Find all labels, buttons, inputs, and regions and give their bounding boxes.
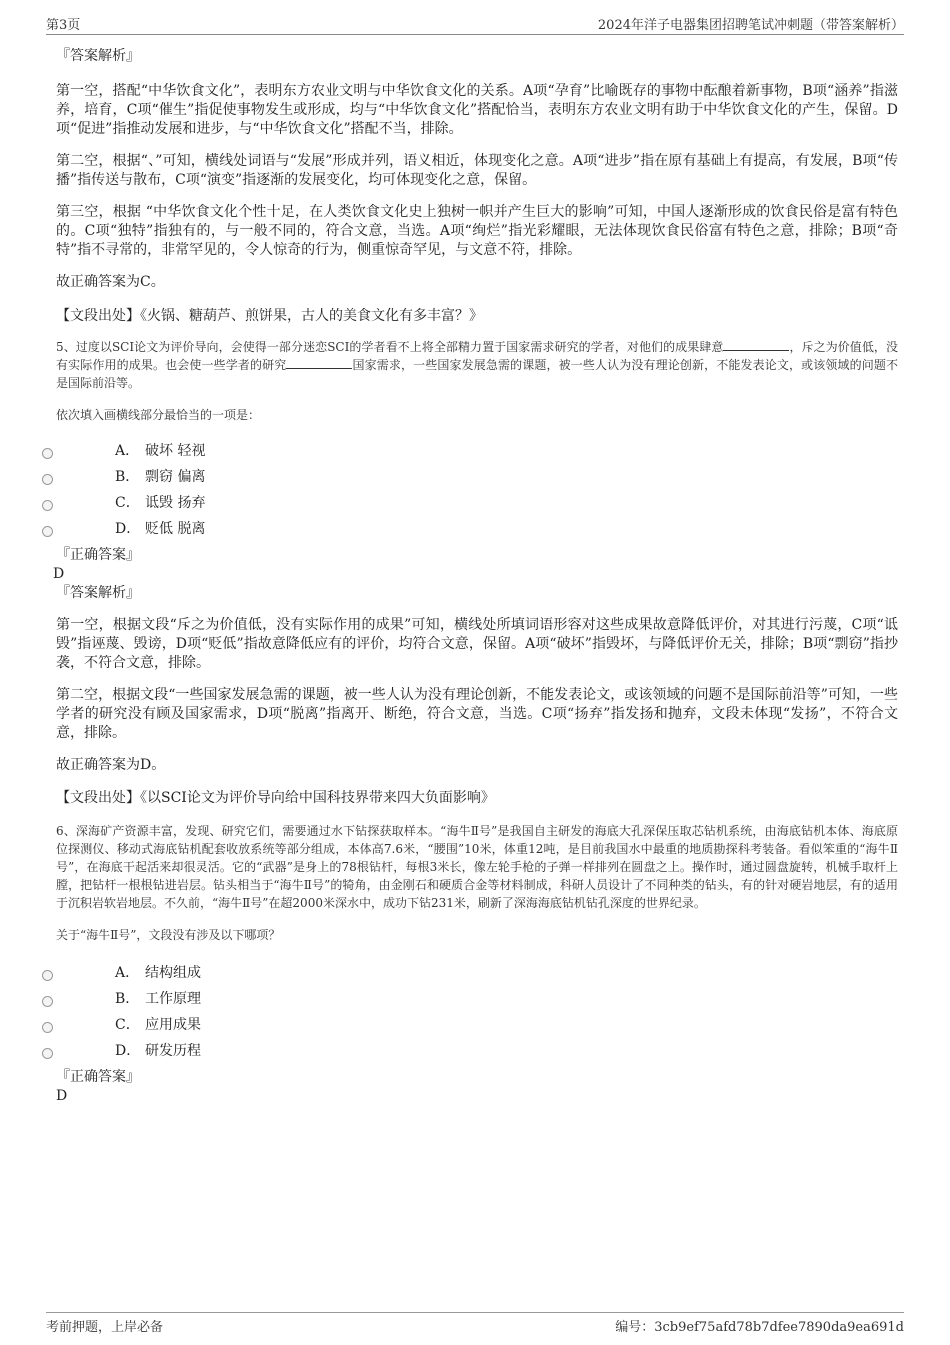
question-6-options — [56, 962, 898, 1066]
question-5-options — [56, 440, 898, 544]
analysis-paragraph: 第三空，根据 “中华饮食文化个性十足，在人类饮食文化史上独树一帜并产生巨大的影响”可知，中国人逐渐形成的饮食民俗是富有特色的。C项“独特”指独有的，与一般不同的，符合文意，当选。A项“绚烂”指光彩耀眼，无法体现饮食民俗富有特色之意，排除；B项“奇特”指不寻常的，非常罕见的，令人惊奇的行为，侧重惊奇罕见，与文意不符，排除。 — [56, 204, 898, 258]
question-6-prompt: 关于“海牛Ⅱ号”，文段没有涉及以下哪项？ — [56, 928, 281, 942]
option-c[interactable] — [56, 1014, 898, 1040]
option-text: 应用成果 — [145, 1017, 201, 1033]
source-citation: 【文段出处】《火锅、糖葫芦、煎饼果，古人的美食文化有多丰富？》 — [56, 308, 483, 324]
radio-icon[interactable] — [42, 996, 53, 1007]
question-5-text — [56, 338, 898, 392]
page-footer — [46, 1312, 904, 1335]
question-5-part-b: ，斥之为价值低，没有实际作用的成果。也会使一些学者的研究 — [56, 340, 898, 372]
option-text: 贬低 脱离 — [145, 521, 206, 537]
option-letter: D． — [115, 1043, 141, 1059]
question-5-part-c: 国家需求，一些国家发展急需的课题，被一些人认为没有理论创新，不能发表论文，或该领域的问题不是国际前沿等。 — [56, 358, 898, 390]
fill-blank-1 — [723, 338, 789, 351]
option-d[interactable] — [56, 1040, 898, 1066]
correct-answer-label: 『正确答案』 — [56, 1069, 140, 1085]
radio-icon[interactable] — [42, 1022, 53, 1033]
page-header — [46, 12, 904, 35]
analysis-paragraph: 第一空，根据文段“斥之为价值低，没有实际作用的成果”可知，横线处所填词语形容对这些成果故意降低评价，对其进行污蔑，C项“诋毁”指诬蔑、毁谤，D项“贬低”指故意降低应有的评价，均符合文意，保留。A项“破坏”指毁坏，与降低评价无关，排除；B项“剽窃”指抄袭，不符合文意，排除。 — [56, 617, 898, 671]
option-letter: B． — [115, 469, 140, 485]
option-text: 破坏 轻视 — [145, 443, 206, 459]
option-d[interactable] — [56, 518, 898, 544]
option-letter: C． — [115, 1017, 140, 1033]
option-text: 诋毁 扬弃 — [145, 495, 206, 511]
analysis-label-q4: 『答案解析』 — [56, 48, 140, 64]
option-c[interactable] — [56, 492, 898, 518]
radio-icon[interactable] — [42, 970, 53, 981]
option-letter: D． — [115, 521, 141, 537]
radio-icon[interactable] — [42, 474, 53, 485]
option-b[interactable] — [56, 988, 898, 1014]
question-5-prompt: 依次填入画横线部分最恰当的一项是： — [56, 408, 261, 422]
radio-icon[interactable] — [42, 526, 53, 537]
radio-icon[interactable] — [42, 448, 53, 459]
analysis-paragraph: 第一空，搭配“中华饮食文化”，表明东方农业文明与中华饮食文化的关系。A项“孕育”比喻既存的事物中酝酿着新事物，B项“涵养”指滋养，培育，C项“催生”指促使事物发生或形成，均与“中华饮食文化”搭配恰当，表明东方农业文明有助于中华饮食文化的产生，保留。D项“促进”指推动发展和进步，与“中华饮食文化”搭配不当，排除。 — [56, 83, 898, 137]
analysis-label-q5: 『答案解析』 — [56, 585, 140, 601]
option-b[interactable] — [56, 466, 898, 492]
correct-answer-value: D — [53, 566, 65, 582]
option-text: 研发历程 — [145, 1043, 201, 1059]
fill-blank-2 — [286, 356, 352, 369]
question-6-text: 6、深海矿产资源丰富，发现、研究它们，需要通过水下钻探获取样本。“海牛Ⅱ号”是我国自主研发的海底大孔深保压取芯钻机系统，由海底钻机本体、海底原位探测仪、移动式海底钻机配套收放系统等部分组成，本体高7.6米，“腰围”10米，体重12吨，是目前我国水中最重的地质勘探科考装备。看似笨重的“海牛Ⅱ号”，在海底干起活来却很灵活。它的“武器”是身上的78根钻杆，每根3米长，像左轮手枪的子弹一样排列在圆盘之上。操作时，通过圆盘旋转，机械手取杆上膛，把钻杆一根根钻进岩层。钻头相当于“海牛Ⅱ号”的犄角，由金刚石和硬质合金等材料制成，科研人员设计了不同种类的钻头，有的针对硬岩地层，有的适用于沉积岩软岩地层。不久前，“海牛Ⅱ号”在超2000米深水中，成功下钻231米，刷新了深海海底钻机钻孔深度的世界纪录。 — [56, 824, 898, 910]
document-code: 编号：3cb9ef75afd78b7dfee7890da9ea691d — [615, 1320, 904, 1335]
source-citation: 【文段出处】《以SCI论文为评价导向给中国科技界带来四大负面影响》 — [56, 790, 495, 806]
question-5-part-a: 5、过度以SCI论文为评价导向，会使得一部分迷恋SCI的学者看不上将全部精力置于国家需求研究的学者，对他们的成果肆意 — [56, 340, 724, 354]
main-content — [53, 44, 898, 1106]
option-text: 剽窃 偏离 — [145, 469, 206, 485]
option-text: 工作原理 — [145, 991, 201, 1007]
radio-icon[interactable] — [42, 1048, 53, 1059]
correct-answer-value: D — [56, 1088, 68, 1104]
page-number: 第3页 — [46, 18, 81, 33]
answer-conclusion: 故正确答案为D。 — [56, 757, 166, 773]
footer-slogan: 考前押题，上岸必备 — [46, 1320, 164, 1335]
option-letter: A． — [115, 443, 140, 459]
document-title: 2024年洋子电器集团招聘笔试冲刺题（带答案解析） — [597, 18, 904, 33]
option-letter: A． — [115, 965, 140, 981]
option-a[interactable] — [56, 440, 898, 466]
option-a[interactable] — [56, 962, 898, 988]
analysis-paragraph: 第二空，根据文段“一些国家发展急需的课题，被一些人认为没有理论创新，不能发表论文，或该领域的问题不是国际前沿等”可知，一些学者的研究没有顾及国家需求，D项“脱离”指离开、断绝，符合文意，当选。C项“扬弃”指发扬和抛弃，文段未体现“发扬”，不符合文意，排除。 — [56, 687, 898, 741]
radio-icon[interactable] — [42, 500, 53, 511]
option-letter: C． — [115, 495, 140, 511]
correct-answer-label: 『正确答案』 — [56, 547, 140, 563]
option-text: 结构组成 — [145, 965, 201, 981]
analysis-paragraph: 第二空，根据“、”可知，横线处词语与“发展”形成并列，语义相近，体现变化之意。A项“进步”指在原有基础上有提高，有发展，B项“传播”指传送与散布，C项“演变”指逐渐的发展变化，均可体现变化之意，保留。 — [56, 153, 898, 188]
option-letter: B． — [115, 991, 140, 1007]
answer-conclusion: 故正确答案为C。 — [56, 274, 165, 290]
